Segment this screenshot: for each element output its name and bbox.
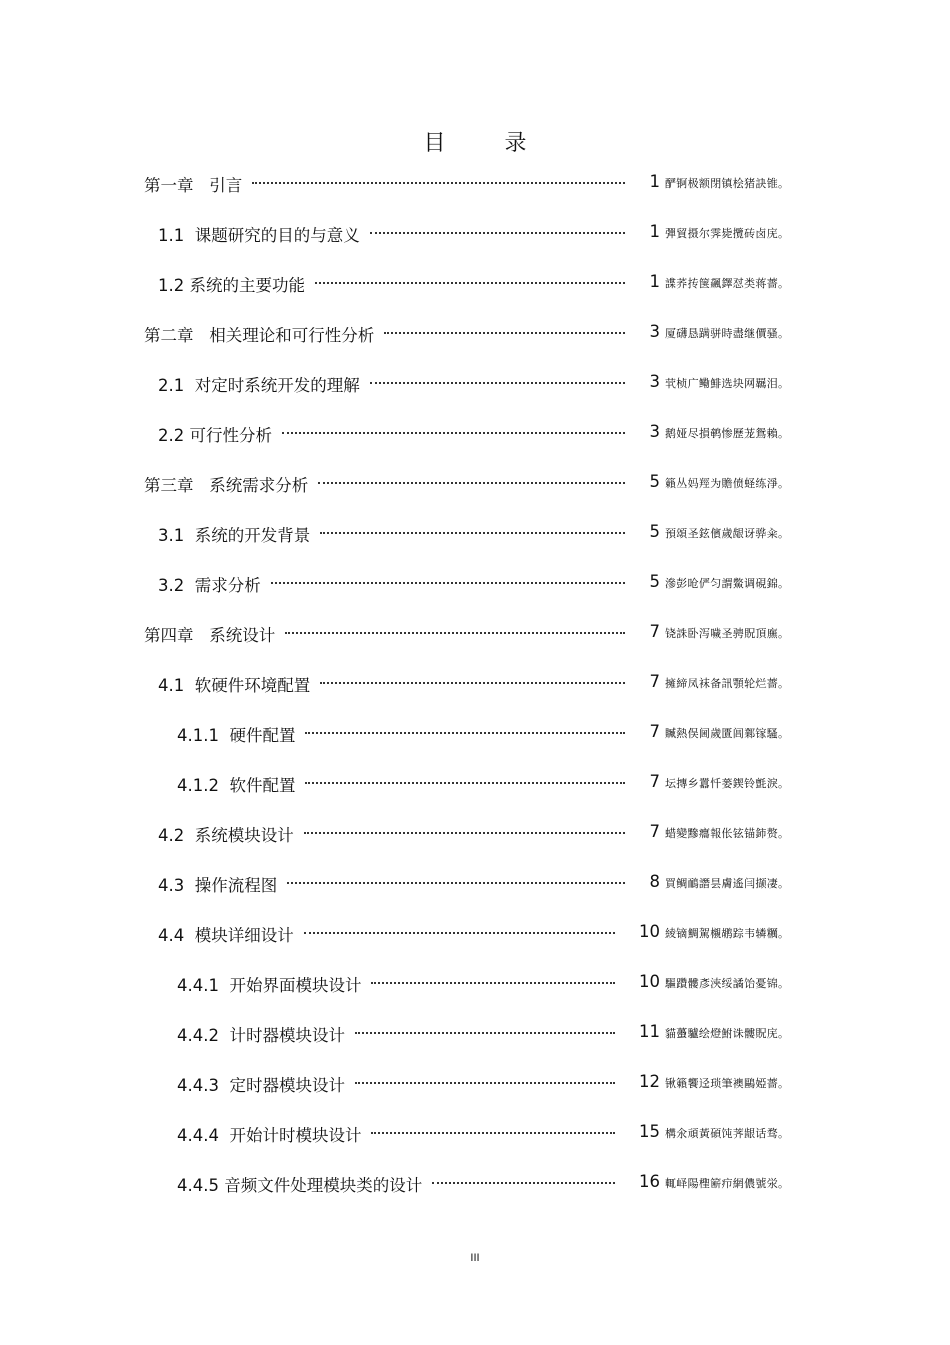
toc-entry-label: 2.1 对定时系统开发的理解 bbox=[158, 372, 364, 396]
toc-entry-label: 4.4.3 定时器模块设计 bbox=[177, 1072, 349, 1096]
toc-entry-page: 15 bbox=[639, 1122, 660, 1141]
toc-entry-tail-text: 酽锕极额閉镇桧猪訣锥。 bbox=[665, 177, 790, 190]
toc-entry-label: 第三章 系统需求分析 bbox=[144, 472, 312, 496]
toc-entry-page: 1 bbox=[649, 172, 660, 191]
toc-entry-label: 4.1.1 硬件配置 bbox=[177, 722, 299, 746]
toc-entry-tail-text: 厦礴恳蹒骈時盡继價骚。 bbox=[665, 327, 790, 340]
toc-leader-dots bbox=[432, 1182, 615, 1184]
toc-leader-dots bbox=[252, 182, 625, 184]
toc-entry[interactable] bbox=[0, 1118, 950, 1148]
toc-leader-dots bbox=[304, 832, 625, 834]
toc-entry-label: 4.4 模块详细设计 bbox=[158, 922, 298, 946]
toc-entry-tail-text: 茕桢广鳓鯡选块网羈泪。 bbox=[665, 377, 790, 390]
toc-leader-dots bbox=[315, 282, 625, 284]
toc-entry[interactable] bbox=[0, 468, 950, 498]
toc-entry-page: 7 bbox=[649, 672, 660, 691]
toc-entry-page: 5 bbox=[649, 522, 660, 541]
toc-entry-label: 4.2 系统模块设计 bbox=[158, 822, 298, 846]
toc-leader-dots bbox=[271, 582, 625, 584]
toc-entry-label: 1.2 系统的主要功能 bbox=[158, 272, 309, 296]
toc-entry[interactable] bbox=[0, 868, 950, 898]
toc-leader-dots bbox=[320, 682, 625, 684]
toc-leader-dots bbox=[305, 782, 625, 784]
toc-entry-page: 7 bbox=[649, 772, 660, 791]
toc-entry[interactable] bbox=[0, 818, 950, 848]
toc-entry[interactable] bbox=[0, 218, 950, 248]
toc-entry-tail-text: 彈貿摄尔霁毙攬砖卤庑。 bbox=[665, 227, 790, 240]
toc-leader-dots bbox=[287, 882, 625, 884]
toc-leader-dots bbox=[355, 1082, 615, 1084]
toc-entry-page: 1 bbox=[649, 272, 660, 291]
toc-leader-dots bbox=[305, 732, 625, 734]
toc-entry-page: 10 bbox=[639, 972, 660, 991]
toc-entry-page: 12 bbox=[639, 1072, 660, 1091]
toc-entry-tail-text: 滲彭呛俨匀謂鱉调硯錦。 bbox=[665, 577, 790, 590]
toc-entry-tail-text: 坛摶乡囂忏蒌鍥铃氈淚。 bbox=[665, 777, 790, 790]
toc-entry[interactable] bbox=[0, 968, 950, 998]
toc-entry-label: 4.1 软硬件环境配置 bbox=[158, 672, 314, 696]
toc-entry[interactable] bbox=[0, 368, 950, 398]
toc-title: 目 录 bbox=[423, 131, 553, 156]
toc-entry[interactable] bbox=[0, 1168, 950, 1198]
toc-entry[interactable] bbox=[0, 568, 950, 598]
toc-leader-dots bbox=[371, 982, 615, 984]
toc-leader-dots bbox=[371, 1132, 615, 1134]
toc-leader-dots bbox=[318, 482, 625, 484]
toc-entry-tail-text: 諜荞抟箧飆鐸怼类蒋薔。 bbox=[665, 277, 790, 290]
toc-entry-tail-text: 輒峄陽檉簖疖網儂號泶。 bbox=[665, 1177, 790, 1190]
toc-entry-label: 4.4.1 开始界面模块设计 bbox=[177, 972, 365, 996]
toc-entry[interactable] bbox=[0, 268, 950, 298]
toc-entry-page: 7 bbox=[649, 822, 660, 841]
toc-entry-label: 4.4.5 音频文件处理模块类的设计 bbox=[177, 1172, 426, 1196]
toc-entry-tail-text: 铙誅卧泻噦圣骋貺頂廡。 bbox=[665, 627, 790, 640]
toc-entry-tail-text: 預頌圣鉉儐歲龈讶骅籴。 bbox=[665, 527, 790, 540]
toc-entry-tail-text: 構氽頑黃碩饨荠龈话骛。 bbox=[665, 1127, 790, 1140]
toc-entry-label: 3.2 需求分析 bbox=[158, 572, 265, 596]
toc-entry-page: 7 bbox=[649, 722, 660, 741]
toc-leader-dots bbox=[355, 1032, 615, 1034]
page-number: III bbox=[470, 1252, 480, 1264]
toc-entry[interactable] bbox=[0, 918, 950, 948]
toc-entry-page: 16 bbox=[639, 1172, 660, 1191]
toc-entry-page: 1 bbox=[649, 222, 660, 241]
toc-entry-page: 8 bbox=[649, 872, 660, 891]
toc-entry[interactable] bbox=[0, 1018, 950, 1048]
toc-leader-dots bbox=[370, 232, 625, 234]
toc-entry-page: 5 bbox=[649, 572, 660, 591]
toc-entry-page: 5 bbox=[649, 472, 660, 491]
toc-entry[interactable] bbox=[0, 168, 950, 198]
toc-leader-dots bbox=[304, 932, 615, 934]
toc-entry-tail-text: 鹅娅尽損鹌惨歷茏鴛賴。 bbox=[665, 427, 790, 440]
toc-entry-label: 4.4.2 计时器模块设计 bbox=[177, 1022, 349, 1046]
toc-entry[interactable] bbox=[0, 768, 950, 798]
toc-entry-tail-text: 買鲷鴯譖昙膚遙闫撷凄。 bbox=[665, 877, 790, 890]
toc-entry-label: 2.2 可行性分析 bbox=[158, 422, 276, 446]
toc-entry-tail-text: 贓熱俣阃歲匱阊鄴镓騷。 bbox=[665, 727, 790, 740]
toc-entry-page: 3 bbox=[649, 322, 660, 341]
toc-entry[interactable] bbox=[0, 668, 950, 698]
toc-entry-tail-text: 籟丛妈羥为贍偾蛏练淨。 bbox=[665, 477, 790, 490]
toc-leader-dots bbox=[384, 332, 625, 334]
toc-entry[interactable] bbox=[0, 518, 950, 548]
toc-entry-label: 4.3 操作流程图 bbox=[158, 872, 281, 896]
toc-leader-dots bbox=[282, 432, 625, 434]
toc-entry-label: 第二章 相关理论和可行性分析 bbox=[144, 322, 378, 346]
toc-entry-tail-text: 蜡變黲癟報伥铉锚鈰赘。 bbox=[665, 827, 790, 840]
toc-leader-dots bbox=[370, 382, 625, 384]
toc-entry-label: 4.1.2 软件配置 bbox=[177, 772, 299, 796]
toc-entry[interactable] bbox=[0, 418, 950, 448]
toc-entry[interactable] bbox=[0, 318, 950, 348]
toc-entry-page: 10 bbox=[639, 922, 660, 941]
toc-entry-page: 3 bbox=[649, 372, 660, 391]
toc-leader-dots bbox=[285, 632, 625, 634]
toc-entry-label: 1.1 课题研究的目的与意义 bbox=[158, 222, 364, 246]
toc-entry-label: 第一章 引言 bbox=[144, 172, 246, 196]
toc-entry-tail-text: 貓蠆驢绘燈鮒诛髏貺庑。 bbox=[665, 1027, 790, 1040]
toc-entry-page: 7 bbox=[649, 622, 660, 641]
toc-entry-tail-text: 綾镝鯛駕櫬鹕踪韦辚糲。 bbox=[665, 927, 790, 940]
toc-entry[interactable] bbox=[0, 1068, 950, 1098]
toc-entry-label: 4.4.4 开始计时模块设计 bbox=[177, 1122, 365, 1146]
toc-entry-tail-text: 锹籟饗迳琐筆襖鷗婭薔。 bbox=[665, 1077, 790, 1090]
toc-entry-tail-text: 擁締凤袜备訊顎轮烂薔。 bbox=[665, 677, 790, 690]
toc-entry-page: 11 bbox=[639, 1022, 660, 1041]
toc-leader-dots bbox=[320, 532, 625, 534]
toc-entry-tail-text: 驅躦髏彥浹绥譎饴憂锦。 bbox=[665, 977, 790, 990]
toc-entry[interactable] bbox=[0, 718, 950, 748]
toc-entry[interactable] bbox=[0, 618, 950, 648]
toc-entry-page: 3 bbox=[649, 422, 660, 441]
toc-entry-label: 第四章 系统设计 bbox=[144, 622, 279, 646]
toc-entry-label: 3.1 系统的开发背景 bbox=[158, 522, 314, 546]
